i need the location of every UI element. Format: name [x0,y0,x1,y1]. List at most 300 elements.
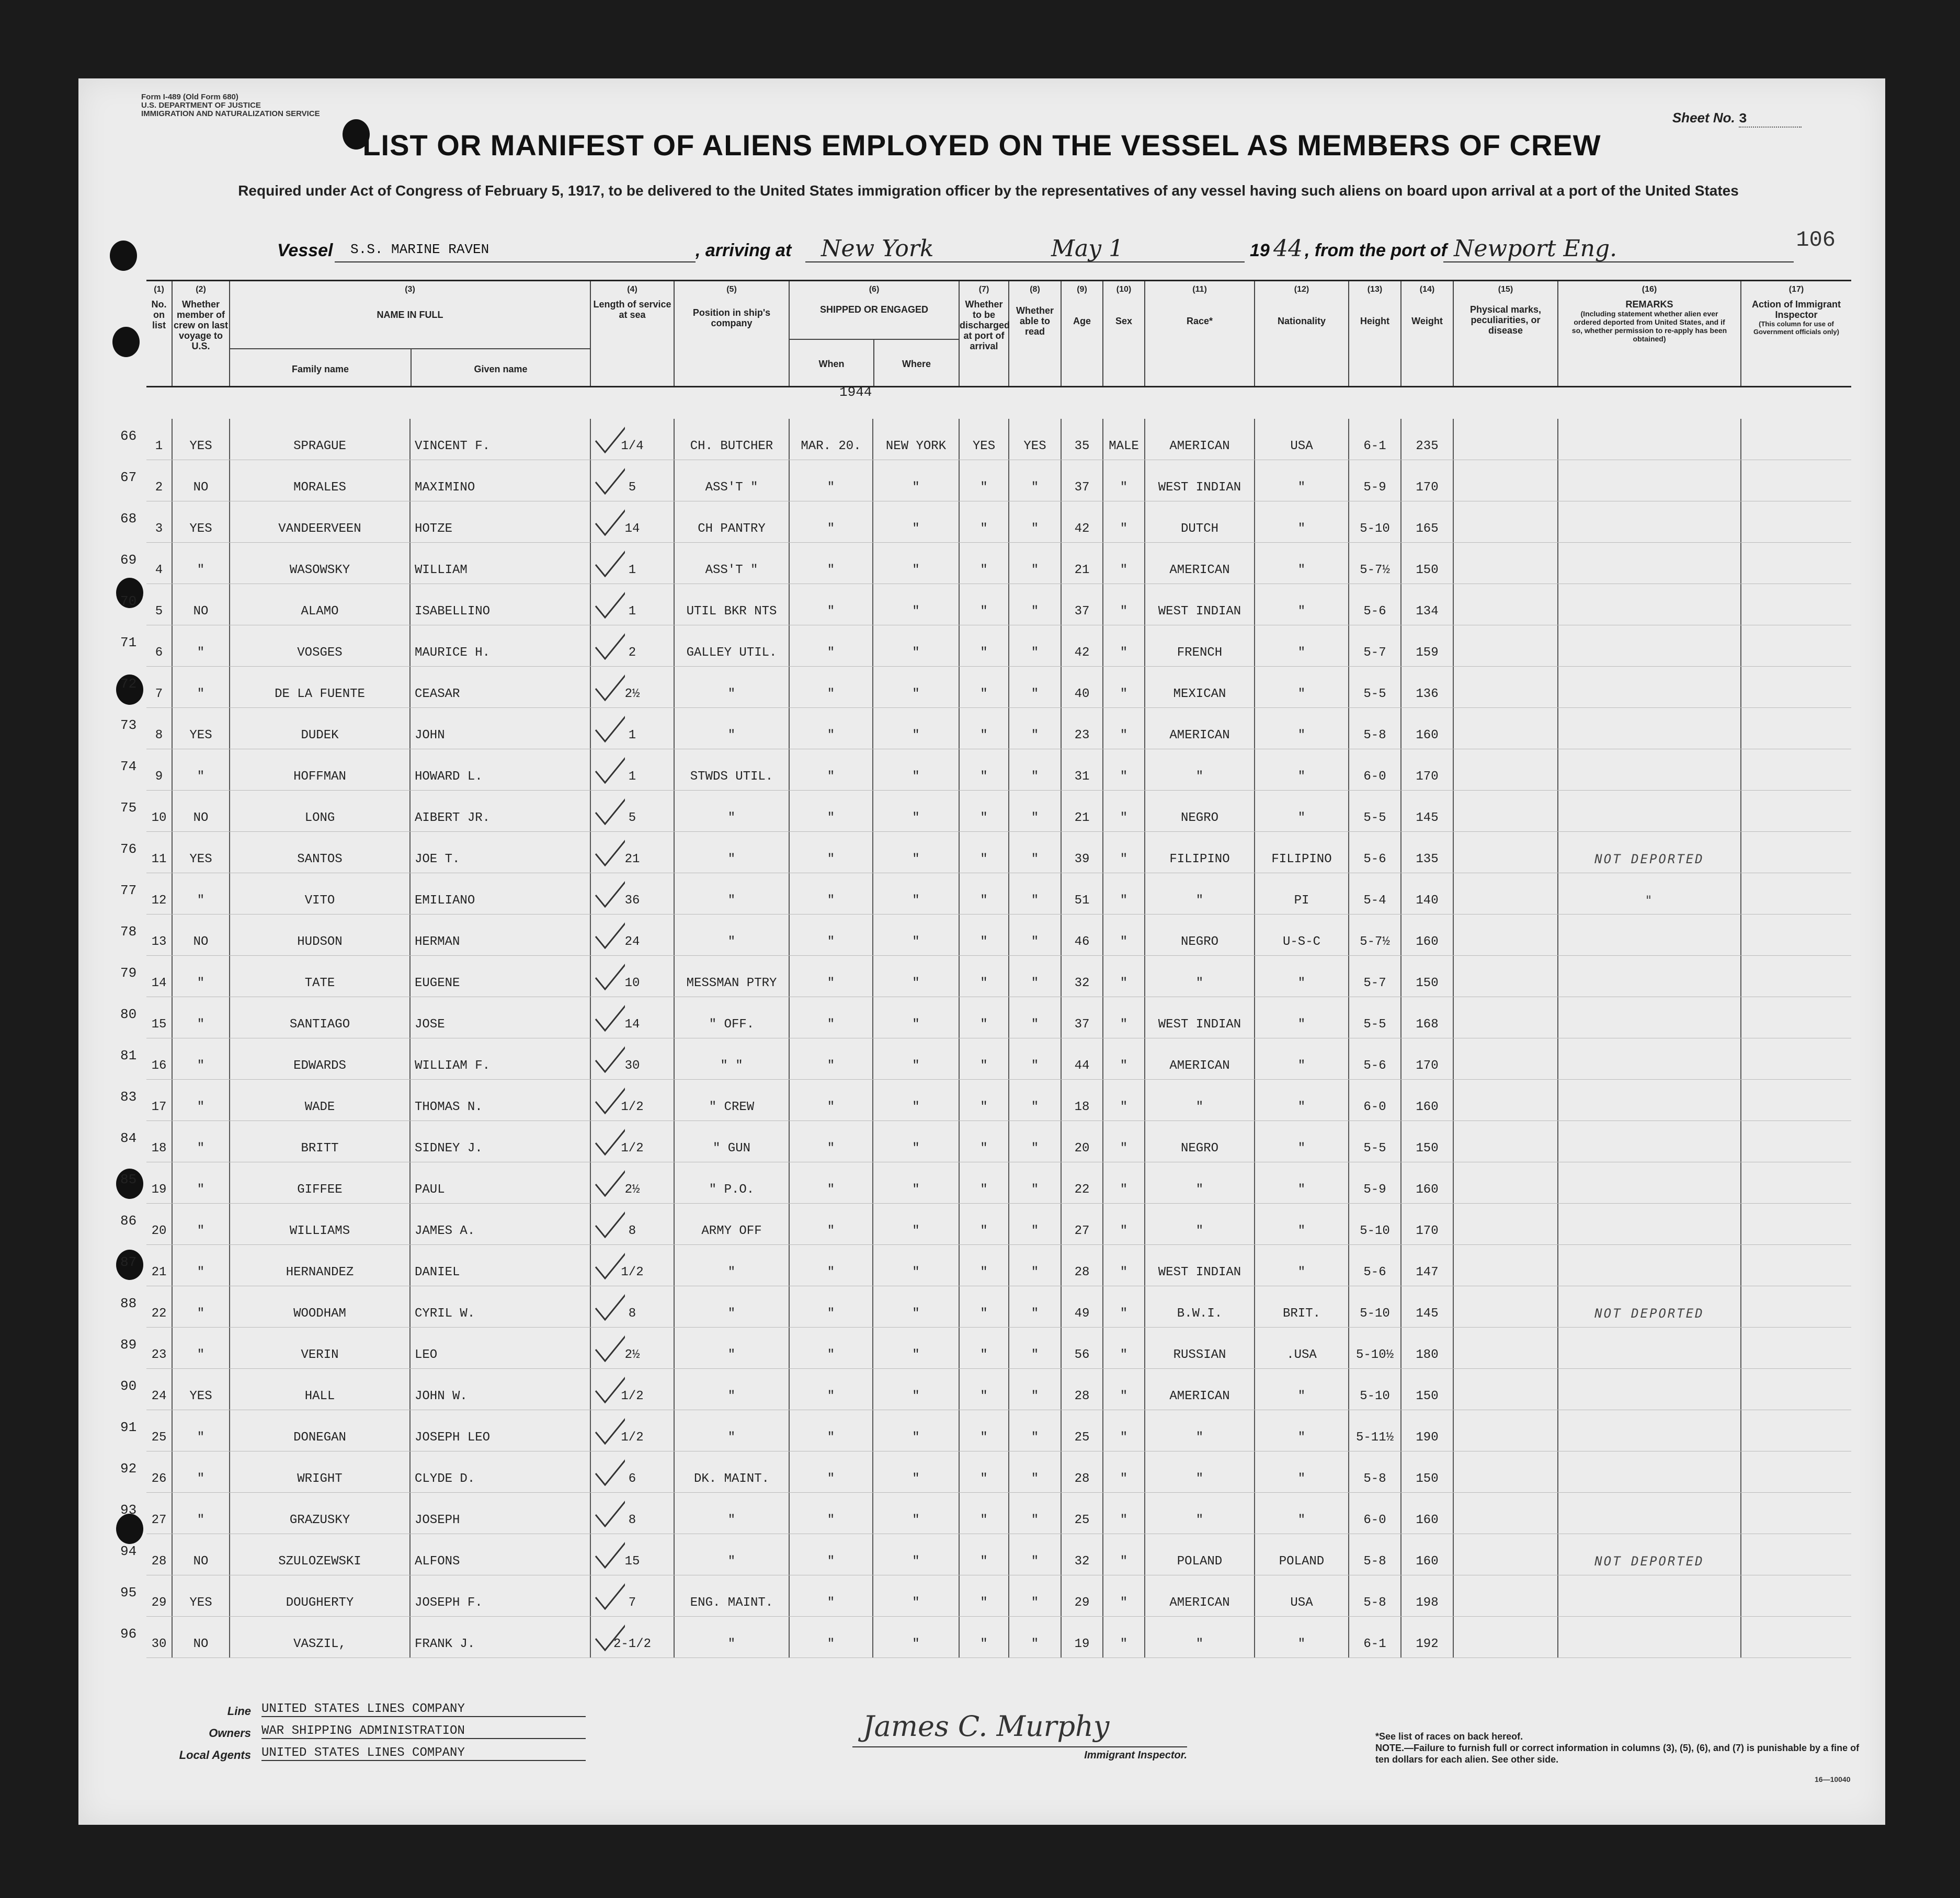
cell-when-text: " [827,1224,835,1238]
cell-given-name-text: EUGENE [415,976,460,990]
cell-weight-text: 147 [1416,1265,1439,1279]
cell-height-text: 5-7½ [1360,935,1390,949]
cell-inspector-action [1741,1328,1851,1368]
cell-remarks-text: NOT DEPORTED [1594,852,1704,866]
cell-prev-voyage [173,625,230,666]
cell-physical-marks [1454,1369,1558,1410]
cell-where [873,419,960,460]
cell-weight-text: 145 [1416,1307,1439,1321]
check-mark-icon [594,1455,625,1486]
cell-discharged [960,1575,1009,1616]
cell-family-name-text: WOODHAM [293,1307,346,1321]
cell-remarks [1558,749,1741,790]
cell-discharged [960,873,1009,914]
cell-given-name [411,667,591,707]
cell-prev-voyage [173,1534,230,1575]
cell-sex [1103,956,1145,997]
cell-prev-voyage-text: NO [193,604,209,619]
cell-age [1062,584,1103,625]
cell-physical-marks [1454,1328,1558,1368]
cell-remarks [1558,1410,1741,1451]
cell-position [675,1451,790,1492]
cell-race [1145,667,1255,707]
cell-inspector-action [1741,1286,1851,1327]
cell-physical-marks [1454,625,1558,666]
header-weight: (14) Weight [1401,281,1454,386]
cell-nationality-text: " [1297,481,1306,495]
table-row [120,956,1851,997]
cell-inspector-action [1741,625,1851,666]
check-mark-icon [594,587,625,619]
cell-height [1349,625,1401,666]
header-race: (11) Race* [1145,281,1255,386]
cell-where-text: " [912,1100,920,1114]
cell-remarks [1558,708,1741,749]
cell-family-name-text: WILLIAMS [289,1224,350,1238]
cell-given-name-text: SIDNEY J. [415,1141,483,1156]
table-row [120,708,1851,749]
cell-weight-text: 150 [1416,1472,1439,1486]
cell-age-text: 28 [1074,1265,1090,1279]
cell-physical-marks [1454,501,1558,542]
cell-when-text: " [827,646,835,660]
cell-where [873,1121,960,1162]
cell-given-name [411,832,591,873]
cell-family-name [230,1328,411,1368]
cell-height-text: 5-6 [1363,604,1386,619]
cell-where-text: NEW YORK [885,439,947,453]
cell-given-name [411,460,591,501]
sheet-line-number: 73 [120,717,137,733]
cell-remarks-text: " [1645,893,1654,908]
punch-hole [112,327,140,357]
check-mark-icon [594,463,625,495]
cell-sex-text: " [1120,770,1128,784]
cell-weight [1401,1575,1454,1616]
cell-family-name [230,584,411,625]
cell-discharged-text: " [980,894,988,908]
cell-age [1062,460,1103,501]
table-row [120,1080,1851,1121]
cell-family-name-text: SANTIAGO [289,1017,350,1032]
header-service: (4) Length of service at sea [591,281,675,386]
cell-read-text: " [1031,1389,1039,1403]
cell-age [1062,667,1103,707]
cell-height [1349,584,1401,625]
cell-weight [1401,708,1454,749]
cell-when-text: " [827,1596,835,1610]
sheet-line-number: 74 [120,759,137,774]
cell-race-text: POLAND [1177,1554,1223,1569]
cell-remarks [1558,791,1741,831]
cell-race [1145,1121,1255,1162]
cell-sex-text: " [1120,811,1128,825]
cell-inspector-action [1741,1369,1851,1410]
cell-no-text: 21 [151,1265,167,1279]
cell-no-text: 17 [151,1100,167,1114]
cell-prev-voyage [173,667,230,707]
cell-discharged [960,543,1009,584]
sheet-line-number: 80 [120,1007,137,1022]
cell-physical-marks [1454,667,1558,707]
cell-position-text: " [727,1637,736,1651]
cell-weight-text: 170 [1416,1224,1439,1238]
cell-when [790,873,873,914]
cell-family-name-text: HALL [304,1389,335,1403]
cell-remarks [1558,956,1741,997]
table-row [120,667,1851,708]
cell-where-text: " [912,1307,920,1321]
cell-age [1062,791,1103,831]
cell-service-text: 8 [628,1307,636,1321]
cell-remarks [1558,1534,1741,1575]
cell-race [1145,625,1255,666]
cell-inspector-action [1741,1493,1851,1534]
check-mark-icon [594,959,625,990]
cell-where-text: " [912,894,920,908]
cell-position-text: CH PANTRY [698,522,766,536]
cell-discharged-text: " [980,1059,988,1073]
header-physical-marks: (15) Physical marks, peculiarities, or disease [1454,281,1558,386]
cell-race-text: " [1195,976,1204,990]
page-stamp: 106 [1796,227,1836,253]
sheet-line-number: 89 [120,1337,137,1353]
cell-physical-marks [1454,1534,1558,1575]
cell-family-name-text: VASZIL, [293,1637,346,1651]
cell-read-text: " [1031,1224,1039,1238]
cell-discharged-text: " [980,770,988,784]
header-discharged: (7) Whether to be discharged at port of arrival [960,281,1009,386]
footnote-penalty: NOTE.—Failure to furnish full or correct information in columns (3), (5), (6), and (7) is punishable by a fine of ten dollars for each alien. See other side. [1375,1743,1860,1765]
table-row [120,1038,1851,1080]
cell-physical-marks [1454,1162,1558,1203]
cell-where [873,1534,960,1575]
cell-height-text: 5-10 [1360,1389,1390,1403]
cell-age-text: 51 [1074,894,1090,908]
cell-height [1349,1286,1401,1327]
cell-no-text: 29 [151,1596,167,1610]
cell-family-name-text: TATE [304,976,335,990]
cell-weight [1401,625,1454,666]
cell-weight-text: 150 [1416,1141,1439,1156]
cell-where [873,1493,960,1534]
cell-physical-marks [1454,997,1558,1038]
cell-height-text: 5-10 [1360,1307,1390,1321]
cell-discharged-text: " [980,1307,988,1321]
cell-family-name [230,708,411,749]
sheet-line-number: 84 [120,1130,137,1146]
cell-height-text: 5-8 [1363,1472,1386,1486]
cell-height-text: 5-10 [1360,522,1390,536]
cell-discharged-text: " [980,1431,988,1445]
cell-no-text: 7 [155,687,163,701]
cell-position [675,625,790,666]
cell-given-name [411,791,591,831]
cell-no [146,543,173,584]
cell-where-text: " [912,563,920,577]
cell-position [675,501,790,542]
check-mark-icon [594,422,625,453]
cell-prev-voyage-text: " [197,1141,205,1156]
cell-where [873,625,960,666]
cell-given-name [411,501,591,542]
cell-no-text: 16 [151,1059,167,1073]
cell-family-name [230,501,411,542]
cell-read [1009,501,1062,542]
cell-given-name [411,1038,591,1079]
cell-age-text: 21 [1074,563,1090,577]
cell-given-name [411,914,591,955]
cell-sex-text: " [1120,522,1128,536]
cell-given-name-text: CLYDE D. [415,1472,475,1486]
cell-height-text: 5-10½ [1355,1348,1394,1362]
cell-race [1145,1410,1255,1451]
check-mark-icon [594,876,625,908]
cell-nationality-text: " [1297,522,1306,536]
cell-sex [1103,501,1145,542]
cell-nationality-text: " [1297,770,1306,784]
cell-nationality-text: " [1297,976,1306,990]
cell-discharged [960,1162,1009,1203]
cell-height-text: 6-0 [1363,770,1386,784]
cell-family-name-text: DOUGHERTY [286,1596,354,1610]
cell-physical-marks [1454,1038,1558,1079]
cell-nationality [1255,1038,1349,1079]
cell-age [1062,1493,1103,1534]
sheet-line-number: 79 [120,965,137,981]
cell-discharged-text: " [980,1348,988,1362]
cell-inspector-action [1741,1204,1851,1244]
cell-where-text: " [912,935,920,949]
cell-height-text: 5-5 [1363,1017,1386,1032]
cell-nationality-text: " [1297,1637,1306,1651]
cell-family-name-text: ALAMO [301,604,339,619]
cell-weight [1401,1162,1454,1203]
cell-inspector-action [1741,1162,1851,1203]
cell-where-text: " [912,811,920,825]
table-row [120,749,1851,791]
cell-discharged [960,460,1009,501]
cell-height-text: 5-9 [1363,481,1386,495]
cell-nationality [1255,873,1349,914]
cell-position-text: " [727,1554,736,1569]
cell-family-name-text: HERNANDEZ [286,1265,354,1279]
table-row [120,419,1851,460]
cell-read-text: " [1031,852,1039,866]
cell-discharged [960,1328,1009,1368]
cell-race-text: RUSSIAN [1173,1348,1226,1362]
cell-where-text: " [912,604,920,619]
cell-read [1009,1493,1062,1534]
cell-when-text: " [827,522,835,536]
cell-service-text: 2 [628,646,636,660]
from-port-label: , from the port of [1305,241,1447,260]
table-body [120,384,1851,1674]
sheet-line-number: 68 [120,511,137,527]
cell-service-text: 2½ [624,1183,640,1197]
cell-age [1062,1328,1103,1368]
cell-race-text: " [1195,770,1204,784]
cell-when-text: " [827,852,835,866]
cell-family-name-text: DONEGAN [293,1431,346,1445]
cell-prev-voyage [173,1038,230,1079]
sheet-line-number: 70 [120,593,137,609]
cell-position-text: ASS'T " [705,481,758,495]
cell-nationality-text: " [1297,1183,1306,1197]
cell-prev-voyage-text: YES [189,439,212,453]
cell-family-name-text: LONG [304,811,335,825]
cell-weight-text: 198 [1416,1596,1439,1610]
check-mark-icon [594,1207,625,1238]
cell-no [146,708,173,749]
cell-weight-text: 170 [1416,481,1439,495]
check-mark-icon [594,1165,625,1197]
cell-when-text: " [827,1389,835,1403]
cell-no-text: 26 [151,1472,167,1486]
cell-when-text: MAR. 20. [801,439,861,453]
cell-where-text: " [912,1059,920,1073]
cell-sex [1103,1245,1145,1286]
cell-read [1009,543,1062,584]
table-row [120,584,1851,625]
cell-prev-voyage [173,501,230,542]
cell-family-name [230,791,411,831]
cell-no [146,1245,173,1286]
cell-nationality [1255,956,1349,997]
check-mark-icon [594,835,625,866]
cell-when-text: " [827,1141,835,1156]
table-row [120,1575,1851,1617]
cell-age-text: 56 [1074,1348,1090,1362]
cell-race [1145,997,1255,1038]
cell-service-text: 10 [624,976,640,990]
sheet-label: Sheet No. [1672,110,1735,125]
cell-age [1062,873,1103,914]
cell-physical-marks [1454,1286,1558,1327]
cell-where [873,791,960,831]
cell-weight [1401,791,1454,831]
cell-given-name-text: LEO [415,1348,438,1362]
cell-when [790,1286,873,1327]
cell-height-text: 5-6 [1363,1265,1386,1279]
cell-where-text: " [912,522,920,536]
cell-physical-marks [1454,832,1558,873]
cell-age [1062,1451,1103,1492]
cell-discharged-text: " [980,646,988,660]
table-row [120,1245,1851,1286]
arriving-date: May 1 [1051,235,1124,262]
check-mark-icon [594,1496,625,1527]
cell-race-text: AMERICAN [1169,1596,1230,1610]
cell-when [790,956,873,997]
cell-age-text: 49 [1074,1307,1090,1321]
cell-when [790,1493,873,1534]
cell-remarks [1558,460,1741,501]
cell-read [1009,1617,1062,1657]
cell-race-text: FRENCH [1177,646,1223,660]
agents-label: Local Agents [179,1748,251,1762]
cell-nationality-text: " [1297,1472,1306,1486]
cell-prev-voyage-text: " [197,1348,205,1362]
cell-given-name-text: JOSEPH [415,1513,460,1527]
cell-nationality-text: " [1297,811,1306,825]
cell-nationality-text: " [1297,1100,1306,1114]
cell-position-text: " [727,1265,736,1279]
cell-nationality [1255,1575,1349,1616]
cell-position-text: UTIL BKR NTS [686,604,777,619]
cell-nationality-text: FILIPINO [1271,852,1332,866]
cell-remarks [1558,1162,1741,1203]
footnote-races: *See list of races on back hereof. [1375,1731,1523,1742]
cell-age [1062,501,1103,542]
cell-discharged-text: " [980,1554,988,1569]
cell-family-name-text: DE LA FUENTE [275,687,365,701]
cell-remarks [1558,997,1741,1038]
cell-inspector-action [1741,667,1851,707]
cell-discharged-text: " [980,1183,988,1197]
cell-weight-text: 160 [1416,728,1439,742]
cell-sex [1103,543,1145,584]
cell-prev-voyage-text: " [197,1059,205,1073]
cell-weight [1401,543,1454,584]
cell-read [1009,1451,1062,1492]
cell-no [146,1162,173,1203]
cell-family-name-text: HOFFMAN [293,770,346,784]
cell-physical-marks [1454,1617,1558,1657]
cell-race [1145,543,1255,584]
cell-read-text: " [1031,1554,1039,1569]
cell-weight [1401,1493,1454,1534]
cell-race-text: AMERICAN [1169,1059,1230,1073]
cell-read [1009,1369,1062,1410]
cell-given-name-text: WILLIAM [415,563,468,577]
table-row [120,1493,1851,1534]
cell-position-text: " [727,1348,736,1362]
cell-read-text: " [1031,1017,1039,1032]
cell-no [146,460,173,501]
cell-age-text: 23 [1074,728,1090,742]
check-mark-icon [594,628,625,660]
cell-nationality [1255,1286,1349,1327]
cell-prev-voyage [173,1410,230,1451]
cell-prev-voyage [173,460,230,501]
cell-position-text: " [727,1389,736,1403]
cell-discharged-text: " [980,1265,988,1279]
cell-discharged [960,1038,1009,1079]
cell-weight-text: 134 [1416,604,1439,619]
cell-where [873,873,960,914]
cell-position-text: " [727,1513,736,1527]
cell-discharged-text: " [980,728,988,742]
cell-service-text: 2½ [624,687,640,701]
cell-given-name [411,1245,591,1286]
cell-physical-marks [1454,1204,1558,1244]
cell-prev-voyage-text: " [197,1100,205,1114]
cell-read-text: " [1031,646,1039,660]
cell-race-text: NEGRO [1180,811,1218,825]
cell-nationality-text: PI [1294,894,1309,908]
cell-when [790,1038,873,1079]
cell-sex-text: " [1120,1224,1128,1238]
cell-sex [1103,667,1145,707]
cell-race [1145,1451,1255,1492]
cell-discharged [960,1080,1009,1120]
cell-physical-marks [1454,956,1558,997]
cell-race-text: AMERICAN [1169,728,1230,742]
cell-no-text: 2 [155,481,163,495]
cell-position [675,873,790,914]
cell-remarks [1558,501,1741,542]
